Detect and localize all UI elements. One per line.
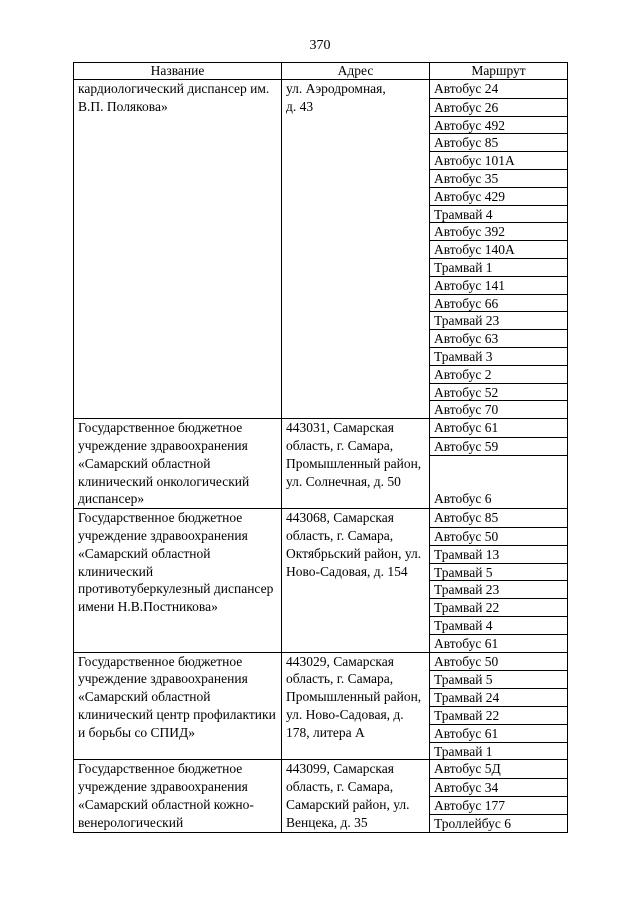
route-item: Трамвай 4 <box>430 205 567 223</box>
route-list <box>430 760 567 831</box>
table-row <box>74 419 568 509</box>
route-item: Трамвай 5 <box>430 670 567 688</box>
route-item: Автобус 26 <box>430 98 567 116</box>
route-item: Автобус 429 <box>430 187 567 205</box>
route-item: Трамвай 22 <box>430 598 567 616</box>
address-cell <box>282 419 430 509</box>
route-item: Автобус 61 <box>430 724 567 742</box>
transport-table <box>73 62 568 833</box>
route-item: Автобус 24 <box>434 81 499 96</box>
route-item: Трамвай 5 <box>430 563 567 581</box>
route-list <box>430 80 567 418</box>
address-text: 443029, Самарская область, г. Самара, Промышленный район, ул. Ново-Садовая, д. 178, литера А <box>286 653 422 740</box>
institution-name-cell <box>74 419 282 509</box>
institution-name-cell <box>74 509 282 652</box>
institution-name: Государственное бюджетное учреждение здравоохранения «Самарский областной кожно-венерологический <box>78 761 254 830</box>
address-cell <box>282 760 430 832</box>
address-cell <box>282 509 430 652</box>
page-number: 370 <box>309 38 331 53</box>
route-item: Автобус 85 <box>434 510 499 526</box>
route-item: Автобус 63 <box>430 329 567 347</box>
address-text: ул. Аэродромная, д. 43 <box>286 81 386 114</box>
route-item: Автобус 61 <box>430 634 567 652</box>
address-text: 443068, Самарская область, г. Самара, Октябрьский район, ул. Ново-Садовая, д. 154 <box>286 510 422 579</box>
institution-name: Государственное бюджетное учреждение здравоохранения «Самарский областной клинический центр профилактики и борьбы со СПИД» <box>78 653 276 740</box>
table-row <box>74 760 568 832</box>
route-item: Автобус 177 <box>430 796 567 814</box>
route-item: Трамвай 4 <box>430 616 567 634</box>
address-text: 443099, Самарская область, г. Самара, Самарский район, ул. Венцека, д. 35 <box>286 761 410 830</box>
route-item: Автобус 50 <box>434 653 499 669</box>
route-item: Трамвай 22 <box>430 706 567 724</box>
institution-name: Государственное бюджетное учреждение здравоохранения «Самарский областной клинический противотуберкулезный диспансер имени Н.В.Постникова» <box>78 510 274 615</box>
routes-cell <box>430 652 568 760</box>
routes-cell <box>430 80 568 419</box>
route-item: Трамвай 1 <box>430 258 567 276</box>
route-item: Автобус 101А <box>430 151 567 169</box>
header-name: Название <box>74 63 282 80</box>
route-item: Автобус 52 <box>430 383 567 401</box>
route-item: Трамвай 13 <box>430 545 567 563</box>
route-item: Автобус 66 <box>430 294 567 312</box>
address-cell <box>282 652 430 760</box>
header-address: Адрес <box>282 63 430 80</box>
table-row <box>74 509 568 652</box>
routes-cell <box>430 419 568 509</box>
table-row <box>74 652 568 760</box>
route-list <box>430 653 567 760</box>
route-item: Автобус 50 <box>430 527 567 545</box>
route-item: Автобус 85 <box>430 133 567 151</box>
route-item: Трамвай 23 <box>430 580 567 598</box>
route-item: Троллейбус 6 <box>430 814 567 832</box>
institution-name: кардиологический диспансер им. В.П. Полякова» <box>78 81 270 114</box>
route-item: Автобус 140А <box>430 240 567 258</box>
route-list <box>430 509 567 651</box>
route-list <box>430 419 567 508</box>
route-item: Автобус 141 <box>430 276 567 294</box>
route-item: Автобус 392 <box>430 222 567 240</box>
route-item: Трамвай 23 <box>430 311 567 329</box>
table-header-row <box>74 63 568 80</box>
address-cell <box>282 80 430 419</box>
route-item: Автобус 6 <box>430 455 567 509</box>
institution-name-cell <box>74 652 282 760</box>
table-row <box>74 80 568 419</box>
route-item: Трамвай 24 <box>430 688 567 706</box>
institution-name-cell <box>74 760 282 832</box>
route-item: Автобус 5Д <box>434 761 501 777</box>
route-item: Автобус 492 <box>430 116 567 134</box>
route-item: Автобус 59 <box>430 437 567 455</box>
header-route: Маршрут <box>430 63 568 80</box>
route-item: Трамвай 1 <box>430 742 567 760</box>
address-text: 443031, Самарская область, г. Самара, Промышленный район, ул. Солнечная, д. 50 <box>286 420 422 489</box>
route-item: Автобус 70 <box>430 400 567 418</box>
route-item: Автобус 35 <box>430 169 567 187</box>
institution-name: Государственное бюджетное учреждение здравоохранения «Самарский областной клинический онкологический диспансер» <box>78 420 250 507</box>
route-item: Трамвай 3 <box>430 347 567 365</box>
institution-name-cell <box>74 80 282 419</box>
routes-cell <box>430 760 568 832</box>
route-item: Автобус 2 <box>430 365 567 383</box>
route-item: Автобус 34 <box>430 778 567 796</box>
routes-cell <box>430 509 568 652</box>
route-item: Автобус 61 <box>434 420 499 436</box>
